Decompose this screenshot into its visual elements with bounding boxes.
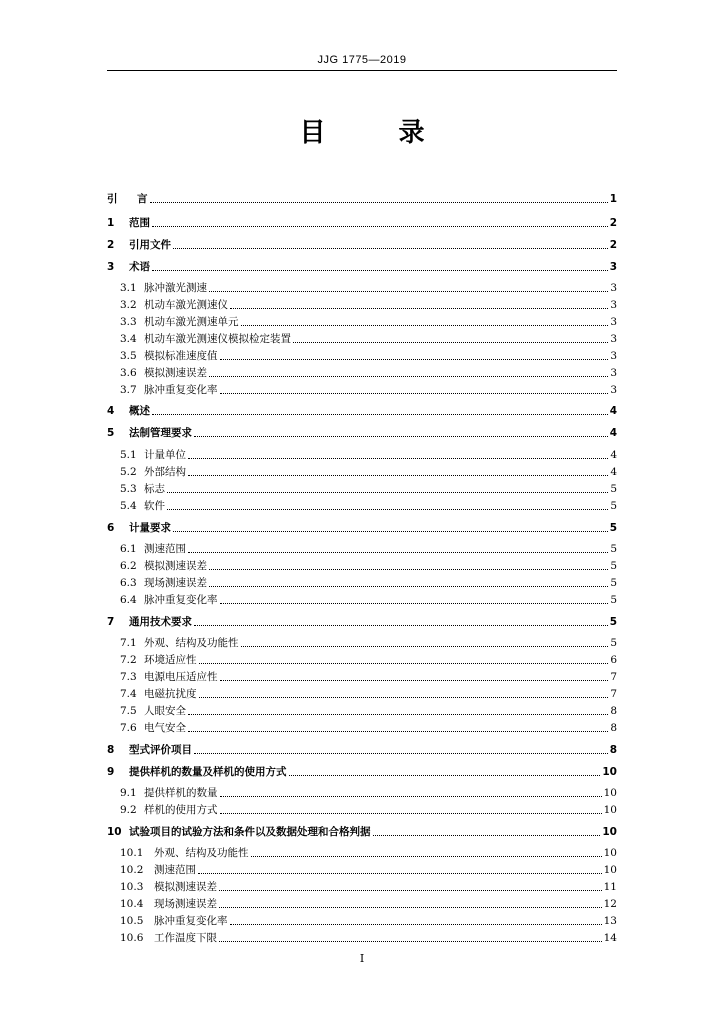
toc-entry-page: 2 bbox=[609, 239, 617, 251]
toc-entry-number: 2 bbox=[107, 239, 115, 251]
dot-leader bbox=[199, 697, 609, 698]
toc-entry-number: 3.2 bbox=[120, 299, 137, 311]
toc-entry-label: 模拟测速误差 bbox=[144, 367, 207, 379]
toc-entry[interactable] bbox=[107, 364, 617, 380]
dot-leader bbox=[219, 941, 602, 942]
toc-entry[interactable] bbox=[107, 574, 617, 590]
toc-entry-number: 10.6 bbox=[120, 932, 144, 944]
dot-leader bbox=[219, 890, 602, 891]
toc-entry-number: 5.4 bbox=[120, 500, 137, 512]
toc-entry-number: 10 bbox=[107, 826, 122, 838]
toc-entry-label: 模拟标准速度值 bbox=[144, 350, 218, 362]
toc-entry-label: 外部结构 bbox=[144, 466, 186, 478]
toc-entry-number: 7 bbox=[107, 616, 115, 628]
toc-entry-page: 3 bbox=[610, 350, 617, 362]
toc-entry-page: 3 bbox=[610, 367, 617, 379]
toc-entry-page: 4 bbox=[610, 466, 617, 478]
toc-entry-number: 5.3 bbox=[120, 483, 137, 495]
toc-entry-page: 8 bbox=[610, 722, 617, 734]
toc-entry[interactable] bbox=[107, 929, 617, 945]
toc-entry-label: 范围 bbox=[129, 217, 150, 229]
toc-entry[interactable] bbox=[107, 463, 617, 479]
toc-entry-page: 7 bbox=[610, 688, 617, 700]
toc-entry[interactable] bbox=[107, 823, 617, 839]
toc-entry-page: 4 bbox=[610, 449, 617, 461]
toc-entry-number: 5.1 bbox=[120, 449, 137, 461]
toc-entry-label: 外观、结构及功能性 bbox=[144, 637, 239, 649]
dot-leader bbox=[152, 414, 608, 415]
toc-entry[interactable] bbox=[107, 279, 617, 295]
toc-entry-number: 6.2 bbox=[120, 560, 137, 572]
toc-entry-page: 10 bbox=[603, 787, 617, 799]
dot-leader bbox=[152, 270, 608, 271]
toc-entry[interactable] bbox=[107, 236, 617, 252]
toc-entry[interactable] bbox=[107, 296, 617, 312]
toc-entry-number: 7.3 bbox=[120, 671, 137, 683]
dot-leader bbox=[230, 308, 608, 309]
dot-leader bbox=[230, 924, 602, 925]
toc-entry-number: 3.5 bbox=[120, 350, 137, 362]
toc-entry-page: 4 bbox=[609, 427, 617, 439]
dot-leader bbox=[188, 458, 608, 459]
toc-entry-label: 电气安全 bbox=[144, 722, 186, 734]
toc-entry-label: 外观、结构及功能性 bbox=[154, 847, 249, 859]
toc-entry-label: 法制管理要求 bbox=[129, 427, 192, 439]
toc-entry-page: 2 bbox=[609, 217, 617, 229]
toc-entry-label: 工作温度下限 bbox=[154, 932, 217, 944]
toc-entry-page: 5 bbox=[609, 522, 617, 534]
toc-entry-number: 5 bbox=[107, 427, 115, 439]
toc-entry-page: 6 bbox=[610, 654, 617, 666]
toc-entry-page: 3 bbox=[610, 333, 617, 345]
dot-leader bbox=[219, 907, 602, 908]
toc-entry-number: 9 bbox=[107, 766, 115, 778]
toc-entry-label: 脉冲重复变化率 bbox=[144, 384, 218, 396]
toc-entry-number: 6.3 bbox=[120, 577, 137, 589]
toc-entry-number: 7.6 bbox=[120, 722, 137, 734]
toc-entry-page: 3 bbox=[609, 261, 617, 273]
toc-entry-label: 电源电压适应性 bbox=[144, 671, 218, 683]
toc-entry-label: 样机的使用方式 bbox=[144, 804, 218, 816]
toc-entry-label: 测速范围 bbox=[154, 864, 196, 876]
toc-entry-label: 脉冲重复变化率 bbox=[154, 915, 228, 927]
toc-entry[interactable] bbox=[107, 741, 617, 757]
dot-leader bbox=[209, 291, 608, 292]
toc-entry[interactable] bbox=[107, 895, 617, 911]
dot-leader bbox=[188, 552, 608, 553]
toc-entry-label: 机动车激光测速单元 bbox=[144, 316, 239, 328]
toc-entry-page: 3 bbox=[610, 299, 617, 311]
toc-entry-number: 9.2 bbox=[120, 804, 137, 816]
toc-entry-page: 11 bbox=[603, 881, 617, 893]
toc-entry-number: 6.1 bbox=[120, 543, 137, 555]
dot-leader bbox=[152, 226, 608, 227]
toc-entry-label: 模拟测速误差 bbox=[144, 560, 207, 572]
toc-entry-label: 现场测速误差 bbox=[144, 577, 207, 589]
toc-entry-page: 13 bbox=[603, 915, 617, 927]
dot-leader bbox=[293, 342, 608, 343]
dot-leader bbox=[188, 714, 608, 715]
toc-entry-label: 通用技术要求 bbox=[129, 616, 192, 628]
toc-entry-label: 脉冲重复变化率 bbox=[144, 594, 218, 606]
dot-leader bbox=[194, 753, 608, 754]
toc-entry[interactable] bbox=[107, 668, 617, 684]
dot-leader bbox=[373, 835, 601, 836]
toc-entry[interactable] bbox=[107, 330, 617, 346]
toc-entry-label: 提供样机的数量及样机的使用方式 bbox=[129, 766, 287, 778]
toc-entry-page: 4 bbox=[609, 405, 617, 417]
toc-entry-label: 现场测速误差 bbox=[154, 898, 217, 910]
dot-leader bbox=[241, 325, 609, 326]
toc-entry-page: 5 bbox=[609, 616, 617, 628]
toc-entry[interactable] bbox=[107, 763, 617, 779]
toc-entry-page: 5 bbox=[610, 594, 617, 606]
toc-entry-number: 3.4 bbox=[120, 333, 137, 345]
toc-entry[interactable] bbox=[107, 402, 617, 418]
toc-entry-label: 模拟测速误差 bbox=[154, 881, 217, 893]
toc-entry-label: 言 bbox=[137, 193, 148, 205]
toc-entry-page: 10 bbox=[602, 766, 617, 778]
dot-leader bbox=[194, 436, 608, 437]
toc-entry-number: 3.6 bbox=[120, 367, 137, 379]
dot-leader bbox=[241, 646, 609, 647]
dot-leader bbox=[220, 603, 609, 604]
dot-leader bbox=[220, 393, 609, 394]
toc-entry[interactable] bbox=[107, 480, 617, 496]
toc-entry[interactable] bbox=[107, 190, 617, 206]
toc-entry-number: 7.5 bbox=[120, 705, 137, 717]
toc-entry-page: 5 bbox=[610, 560, 617, 572]
toc-entry[interactable] bbox=[107, 861, 617, 877]
dot-leader bbox=[167, 509, 608, 510]
toc-entry-page: 5 bbox=[610, 483, 617, 495]
toc-entry-page: 1 bbox=[609, 193, 617, 205]
toc-entry-number: 7.4 bbox=[120, 688, 137, 700]
toc-entry[interactable] bbox=[107, 347, 617, 363]
dot-leader bbox=[220, 359, 609, 360]
toc-entry-number: 10.5 bbox=[120, 915, 144, 927]
dot-leader bbox=[198, 873, 602, 874]
toc-entry-number: 3.3 bbox=[120, 316, 137, 328]
toc-entry[interactable] bbox=[107, 424, 617, 440]
toc-entry-page: 3 bbox=[610, 384, 617, 396]
toc-entry-page: 10 bbox=[603, 864, 617, 876]
toc-entry-page: 5 bbox=[610, 577, 617, 589]
toc-entry-page: 3 bbox=[610, 282, 617, 294]
page-title: 目 录 bbox=[299, 118, 457, 148]
dot-leader bbox=[220, 680, 609, 681]
dot-leader bbox=[173, 248, 608, 249]
toc-entry-number: 4 bbox=[107, 405, 115, 417]
toc-entry-label: 术语 bbox=[129, 261, 150, 273]
toc-entry-label: 电磁抗扰度 bbox=[144, 688, 197, 700]
toc-entry[interactable] bbox=[107, 381, 617, 397]
toc-entry-label: 引用文件 bbox=[129, 239, 171, 251]
toc-entry-number: 6 bbox=[107, 522, 115, 534]
toc-entry[interactable] bbox=[107, 878, 617, 894]
toc-entry[interactable] bbox=[107, 651, 617, 667]
toc-entry-page: 5 bbox=[610, 543, 617, 555]
toc-entry[interactable] bbox=[107, 591, 617, 607]
toc-entry-label: 脉冲激光测速 bbox=[144, 282, 207, 294]
toc-entry-page: 14 bbox=[603, 932, 617, 944]
dot-leader bbox=[167, 492, 608, 493]
toc-entry[interactable] bbox=[107, 702, 617, 718]
toc-entry[interactable] bbox=[107, 258, 617, 274]
toc-entry-label: 提供样机的数量 bbox=[144, 787, 218, 799]
dot-leader bbox=[209, 569, 608, 570]
toc-entry[interactable] bbox=[107, 497, 617, 513]
toc-entry-label: 环境适应性 bbox=[144, 654, 197, 666]
toc-entry-label: 机动车激光测速仪 bbox=[144, 299, 228, 311]
toc-entry-page: 10 bbox=[603, 804, 617, 816]
toc-entry[interactable] bbox=[107, 912, 617, 928]
dot-leader bbox=[188, 731, 608, 732]
toc-entry[interactable] bbox=[107, 634, 617, 650]
toc-entry-label: 人眼安全 bbox=[144, 705, 186, 717]
toc-entry-page: 8 bbox=[609, 744, 617, 756]
toc-entry-number: 9.1 bbox=[120, 787, 137, 799]
toc-entry-number: 3.7 bbox=[120, 384, 137, 396]
toc-entry-number: 7.1 bbox=[120, 637, 137, 649]
toc-entry-number: 3 bbox=[107, 261, 115, 273]
toc-entry-number: 10.2 bbox=[120, 864, 144, 876]
toc-entry[interactable] bbox=[107, 446, 617, 462]
toc-entry-number: 10.4 bbox=[120, 898, 144, 910]
dot-leader bbox=[251, 856, 602, 857]
toc-entry-label: 软件 bbox=[144, 500, 165, 512]
toc-entry[interactable] bbox=[107, 844, 617, 860]
toc-entry-number: 8 bbox=[107, 744, 115, 756]
dot-leader bbox=[173, 531, 608, 532]
toc-entry-page: 3 bbox=[610, 316, 617, 328]
dot-leader bbox=[220, 813, 602, 814]
toc-entry[interactable] bbox=[107, 719, 617, 735]
toc-entry[interactable] bbox=[107, 801, 617, 817]
document-code-header: JJG 1775—2019 bbox=[317, 54, 407, 66]
toc-entry[interactable] bbox=[107, 540, 617, 556]
dot-leader bbox=[289, 775, 601, 776]
toc-entry[interactable] bbox=[107, 214, 617, 230]
dot-leader bbox=[150, 202, 608, 203]
toc-entry-page: 10 bbox=[602, 826, 617, 838]
toc-entry-page: 10 bbox=[603, 847, 617, 859]
toc-entry-label: 标志 bbox=[144, 483, 165, 495]
toc-entry-page: 7 bbox=[610, 671, 617, 683]
toc-entry-page: 5 bbox=[610, 637, 617, 649]
dot-leader bbox=[209, 586, 608, 587]
page-number: I bbox=[359, 952, 365, 965]
toc-entry-number: 3.1 bbox=[120, 282, 137, 294]
toc-entry[interactable] bbox=[107, 313, 617, 329]
toc-entry-page: 5 bbox=[610, 500, 617, 512]
toc-entry-label: 机动车激光测速仪模拟检定装置 bbox=[144, 333, 291, 345]
toc-entry-page: 8 bbox=[610, 705, 617, 717]
dot-leader bbox=[188, 475, 608, 476]
toc-entry-number: 10.3 bbox=[120, 881, 144, 893]
toc-entry[interactable] bbox=[107, 685, 617, 701]
toc-entry-label: 型式评价项目 bbox=[129, 744, 192, 756]
header-divider bbox=[107, 70, 617, 71]
toc-entry-label: 试验项目的试验方法和条件以及数据处理和合格判据 bbox=[129, 826, 371, 838]
toc-entry-number: 引 bbox=[107, 193, 118, 205]
toc-entry-label: 计量要求 bbox=[129, 522, 171, 534]
toc-entry-number: 10.1 bbox=[120, 847, 144, 859]
toc-entry-number: 6.4 bbox=[120, 594, 137, 606]
toc-entry[interactable] bbox=[107, 613, 617, 629]
dot-leader bbox=[199, 663, 609, 664]
toc-entry[interactable] bbox=[107, 519, 617, 535]
toc-entry-label: 概述 bbox=[129, 405, 150, 417]
toc-entry-number: 5.2 bbox=[120, 466, 137, 478]
toc-entry[interactable] bbox=[107, 557, 617, 573]
toc-entry[interactable] bbox=[107, 784, 617, 800]
dot-leader bbox=[220, 796, 602, 797]
toc-entry-label: 计量单位 bbox=[144, 449, 186, 461]
dot-leader bbox=[194, 625, 608, 626]
toc-entry-label: 测速范围 bbox=[144, 543, 186, 555]
toc-entry-number: 7.2 bbox=[120, 654, 137, 666]
toc-entry-page: 12 bbox=[603, 898, 617, 910]
dot-leader bbox=[209, 376, 608, 377]
toc-entry-number: 1 bbox=[107, 217, 115, 229]
